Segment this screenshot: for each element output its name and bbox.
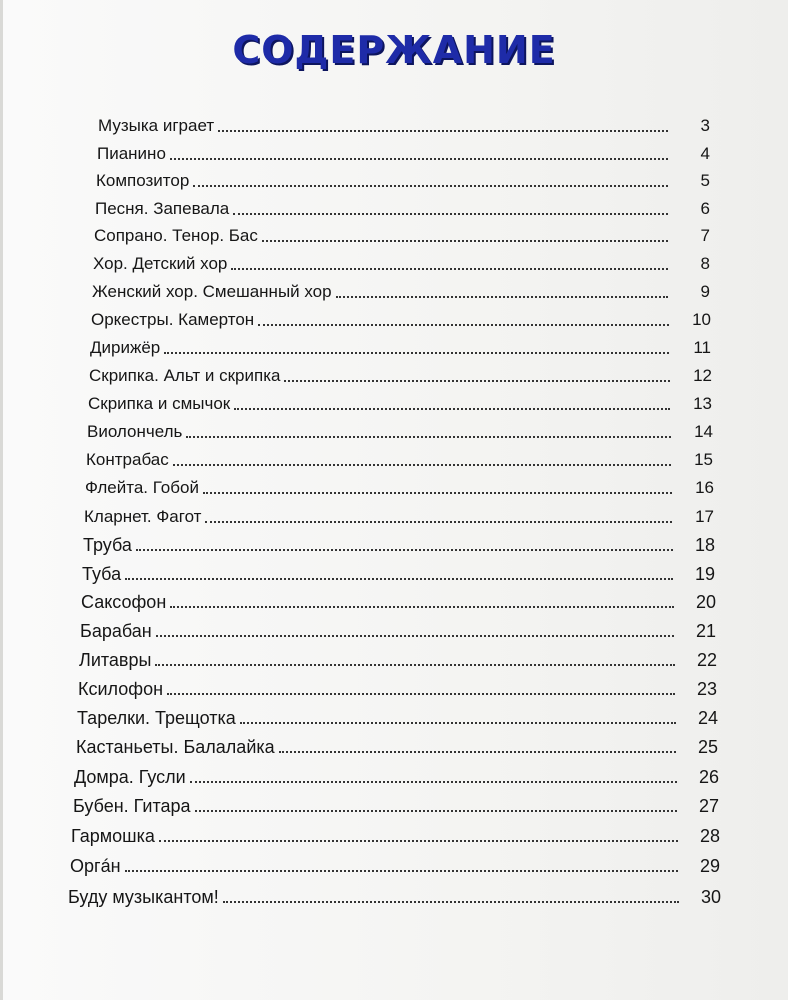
toc-entry-label: Туба bbox=[82, 564, 122, 584]
toc-page-number: 8 bbox=[700, 254, 710, 273]
toc-entry bbox=[81, 588, 716, 612]
toc-page-number: 11 bbox=[693, 338, 711, 357]
toc-entry bbox=[78, 675, 717, 699]
toc-entry bbox=[84, 503, 714, 527]
toc-entry-label: Тарелки. Трещотка bbox=[77, 708, 236, 728]
toc-entry bbox=[83, 531, 715, 555]
toc-leader-dots bbox=[258, 323, 669, 326]
toc-page-number: 19 bbox=[694, 564, 715, 584]
toc-leader-dots bbox=[170, 157, 668, 160]
toc-entry-label: Ксилофон bbox=[78, 679, 164, 699]
toc-entry-label: Бубен. Гитара bbox=[73, 796, 191, 816]
toc-leader-dots bbox=[234, 407, 670, 410]
toc-entry bbox=[70, 852, 720, 876]
toc-leader-dots bbox=[156, 634, 674, 637]
toc-entry-label: Литавры bbox=[79, 650, 152, 670]
toc-entry-label: Домра. Гусли bbox=[74, 767, 186, 787]
toc-page-number: 29 bbox=[699, 856, 720, 876]
toc-leader-dots bbox=[262, 239, 668, 242]
toc-entry bbox=[96, 167, 710, 191]
toc-page-number: 23 bbox=[696, 679, 717, 699]
toc-leader-dots bbox=[186, 435, 671, 438]
toc-entry bbox=[89, 362, 712, 386]
toc-entry bbox=[87, 418, 713, 442]
toc-entry-label: Кастаньеты. Балалайка bbox=[76, 737, 275, 757]
toc-entry bbox=[93, 250, 710, 274]
toc-entry-label: Флейта. Гобой bbox=[85, 478, 199, 497]
toc-page-number: 27 bbox=[698, 796, 719, 816]
toc-page-number: 15 bbox=[694, 450, 713, 469]
toc-leader-dots bbox=[195, 809, 677, 812]
toc-entry bbox=[97, 140, 710, 164]
toc-leader-dots bbox=[284, 379, 670, 382]
toc-leader-dots bbox=[170, 605, 674, 608]
toc-entry bbox=[76, 733, 718, 757]
toc-entry bbox=[85, 474, 714, 498]
toc-page-number: 13 bbox=[693, 394, 712, 413]
toc-leader-dots bbox=[205, 520, 672, 523]
toc-entry bbox=[98, 112, 710, 136]
toc-page-number: 22 bbox=[696, 650, 717, 670]
toc-leader-dots bbox=[223, 900, 679, 903]
toc-entry bbox=[73, 792, 719, 816]
toc-entry-label: Пианино bbox=[97, 144, 166, 163]
toc-leader-dots bbox=[125, 869, 678, 872]
toc-page-number: 24 bbox=[697, 708, 718, 728]
toc-entry-label: Песня. Запевала bbox=[95, 199, 230, 218]
toc-entry bbox=[90, 334, 711, 358]
toc-entry-label: Барабан bbox=[80, 621, 152, 641]
toc-entry-label: Скрипка и смычок bbox=[88, 394, 231, 413]
toc-page-number: 28 bbox=[699, 826, 720, 846]
toc-page-number: 14 bbox=[694, 422, 713, 441]
toc-leader-dots bbox=[173, 463, 671, 466]
toc-entry bbox=[68, 883, 721, 907]
toc-entry-label: Оргáн bbox=[70, 856, 121, 876]
toc-page-number: 7 bbox=[700, 226, 710, 245]
toc-entry-label: Виолончель bbox=[87, 422, 183, 441]
toc-page-number: 9 bbox=[700, 282, 710, 301]
toc-entry bbox=[88, 390, 712, 414]
toc-entry-label: Труба bbox=[83, 535, 132, 555]
toc-entry bbox=[74, 763, 719, 787]
toc-entry bbox=[82, 560, 715, 584]
toc-page-number: 16 bbox=[695, 478, 714, 497]
toc-page-number: 5 bbox=[700, 171, 710, 190]
toc-entry bbox=[86, 446, 713, 470]
toc-page-number: 12 bbox=[693, 366, 712, 385]
toc-page-number: 20 bbox=[695, 592, 716, 612]
toc-entry-label: Музыка играет bbox=[98, 116, 215, 135]
toc-entry bbox=[92, 278, 710, 302]
toc-page-number: 3 bbox=[700, 116, 710, 135]
toc-page-number: 6 bbox=[700, 199, 710, 218]
toc-leader-dots bbox=[193, 184, 668, 187]
toc-page-number: 4 bbox=[700, 144, 710, 163]
toc-entry bbox=[91, 306, 711, 330]
toc-leader-dots bbox=[164, 351, 669, 354]
toc-leader-dots bbox=[231, 267, 668, 270]
toc-leader-dots bbox=[125, 577, 673, 580]
toc-entry-label: Женский хор. Смешанный хор bbox=[92, 282, 332, 301]
toc-entry bbox=[94, 222, 710, 246]
toc-leader-dots bbox=[159, 839, 678, 842]
toc-entry-label: Кларнет. Фагот bbox=[84, 507, 202, 526]
toc-page-number: 30 bbox=[700, 887, 721, 907]
toc-entry-label: Контрабас bbox=[86, 450, 169, 469]
toc-entry-label: Оркестры. Камертон bbox=[91, 310, 255, 329]
toc-leader-dots bbox=[136, 548, 673, 551]
toc-entry bbox=[95, 195, 710, 219]
toc-entry bbox=[79, 646, 717, 670]
toc-leader-dots bbox=[203, 491, 672, 494]
toc-leader-dots bbox=[233, 212, 668, 215]
toc-leader-dots bbox=[155, 663, 675, 666]
toc-entry-label: Скрипка. Альт и скрипка bbox=[89, 366, 281, 385]
toc-leader-dots bbox=[240, 721, 676, 724]
toc-entry-label: Сопрано. Тенор. Бас bbox=[94, 226, 258, 245]
toc-entry bbox=[80, 617, 716, 641]
toc-leader-dots bbox=[167, 692, 675, 695]
toc-entry-label: Хор. Детский хор bbox=[93, 254, 228, 273]
toc-entry-label: Гармошка bbox=[71, 826, 155, 846]
toc-page-number: 25 bbox=[697, 737, 718, 757]
toc-page-number: 26 bbox=[698, 767, 719, 787]
toc-page-number: 17 bbox=[695, 507, 714, 526]
toc-entry-label: Дирижёр bbox=[90, 338, 161, 357]
toc-entry bbox=[77, 704, 718, 728]
toc-leader-dots bbox=[336, 295, 668, 298]
toc-entry-label: Саксофон bbox=[81, 592, 167, 612]
toc-leader-dots bbox=[190, 780, 677, 783]
toc-page-number: 18 bbox=[694, 535, 715, 555]
toc-entry-label: Композитор bbox=[96, 171, 190, 190]
toc-entry bbox=[71, 822, 720, 846]
toc-leader-dots bbox=[279, 750, 676, 753]
toc-page-number: 10 bbox=[692, 310, 711, 329]
toc-entry-label: Буду музыкантом! bbox=[68, 887, 219, 907]
page-title: СОДЕРЖАНИЕ bbox=[232, 28, 556, 72]
toc-leader-dots bbox=[218, 129, 668, 132]
toc-page-number: 21 bbox=[695, 621, 716, 641]
